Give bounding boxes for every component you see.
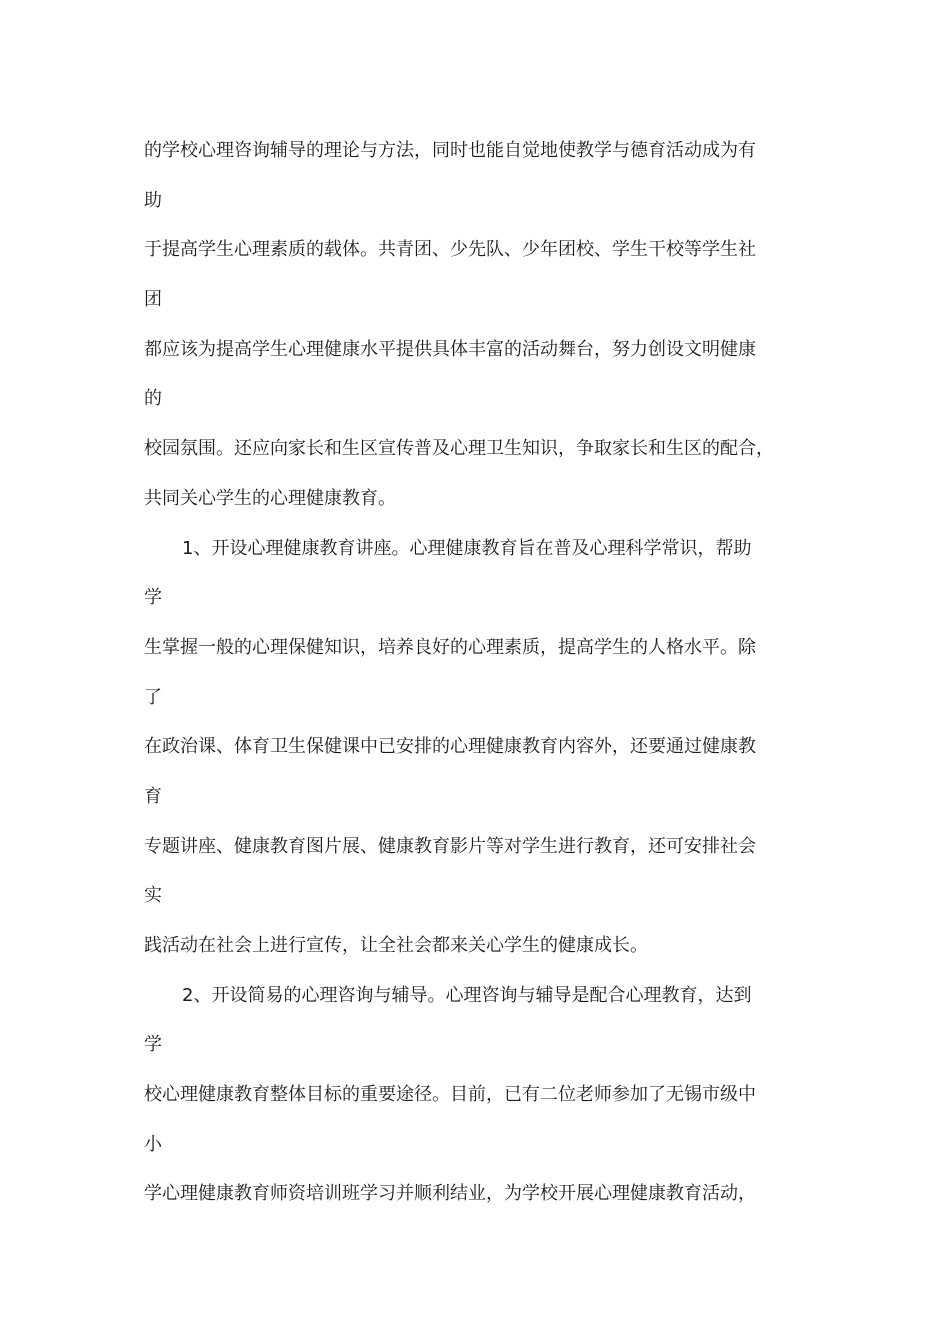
text-line: 的 bbox=[144, 388, 162, 410]
text-line: 学 bbox=[144, 587, 162, 609]
text-line: 在政治课、体育卫生保健课中已安排的心理健康教育内容外，还要通过健康教 bbox=[144, 736, 756, 758]
text-line: 校心理健康教育整体目标的重要途径。目前，已有二位老师参加了无锡市级中 bbox=[144, 1084, 756, 1106]
text-line: 校园氛围。还应向家长和生区宣传普及心理卫生知识，争取家长和生区的配合， bbox=[144, 438, 774, 460]
text-line: 共同关心学生的心理健康教育。 bbox=[144, 487, 396, 509]
text-line: 1、开设心理健康教育讲座。心理健康教育旨在普及心理科学常识，帮助 bbox=[182, 537, 752, 559]
body-text bbox=[144, 126, 824, 1219]
text-line: 于提高学生心理素质的载体。共青团、少先队、少年团校、学生干校等学生社 bbox=[144, 239, 756, 261]
text-line: 践活动在社会上进行宣传，让全社会都来关心学生的健康成长。 bbox=[144, 935, 648, 956]
text-line: 学心理健康教育师资培训班学习并顺利结业，为学校开展心理健康教育活动， bbox=[144, 1183, 756, 1205]
text-line: 专题讲座、健康教育图片展、健康教育影片等对学生进行教育，还可安排社会 bbox=[144, 835, 756, 857]
text-line: 了 bbox=[144, 686, 162, 708]
text-line: 育 bbox=[144, 785, 162, 807]
text-line: 学 bbox=[144, 1034, 162, 1056]
text-line: 都应该为提高学生心理健康水平提供具体丰富的活动舞台，努力创设文明健康 bbox=[144, 338, 756, 360]
text-line: 2、开设简易的心理咨询与辅导。心理咨询与辅导是配合心理教育，达到 bbox=[182, 984, 752, 1006]
text-line: 实 bbox=[144, 885, 162, 907]
text-line: 小 bbox=[144, 1133, 162, 1155]
text-line: 生掌握一般的心理保健知识，培养良好的心理素质，提高学生的人格水平。除 bbox=[144, 636, 756, 658]
text-line: 的学校心理咨询辅导的理论与方法，同时也能自觉地使教学与德育活动成为有 bbox=[144, 140, 756, 161]
text-line: 助 bbox=[144, 189, 162, 211]
text-line: 团 bbox=[144, 289, 162, 311]
